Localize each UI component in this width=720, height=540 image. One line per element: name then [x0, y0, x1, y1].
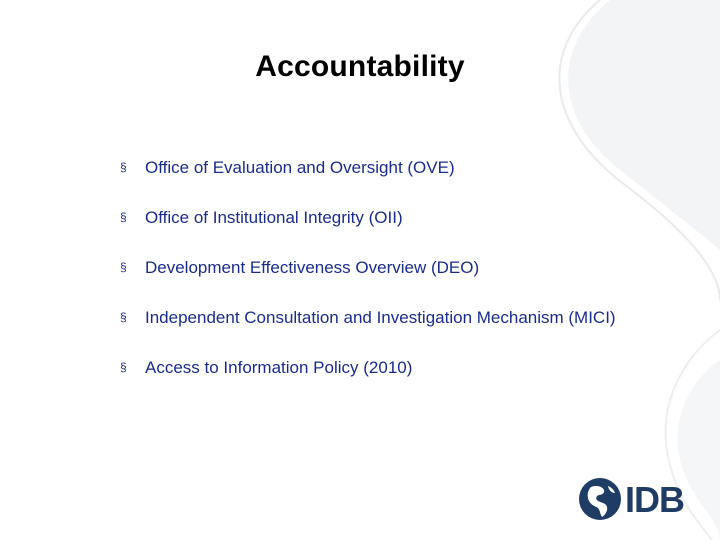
slide-title: Accountability [255, 50, 465, 83]
bullet-list [120, 156, 640, 379]
idb-logo [578, 474, 702, 526]
globe-icon [578, 477, 622, 521]
bullet-text: Development Effectiveness Overview (DEO) [145, 258, 480, 277]
bullet-marker: § [120, 210, 127, 224]
bullet-text: Office of Evaluation and Oversight (OVE) [145, 158, 455, 177]
bullet-item [120, 356, 640, 379]
bullet-text: Office of Institutional Integrity (OII) [145, 208, 403, 227]
bullet-item [120, 256, 640, 279]
bullet-text: Access to Information Policy (2010) [145, 358, 413, 377]
bullet-marker: § [120, 360, 127, 374]
bullet-item [120, 156, 640, 179]
bullet-marker: § [120, 310, 127, 324]
bullet-marker: § [120, 260, 127, 274]
bullet-item [120, 206, 640, 229]
logo-text: IDB [625, 479, 684, 520]
bullet-item [120, 306, 640, 329]
bullet-text: Independent Consultation and Investigation Mechanism (MICI) [145, 308, 616, 327]
bullet-marker: § [120, 160, 127, 174]
